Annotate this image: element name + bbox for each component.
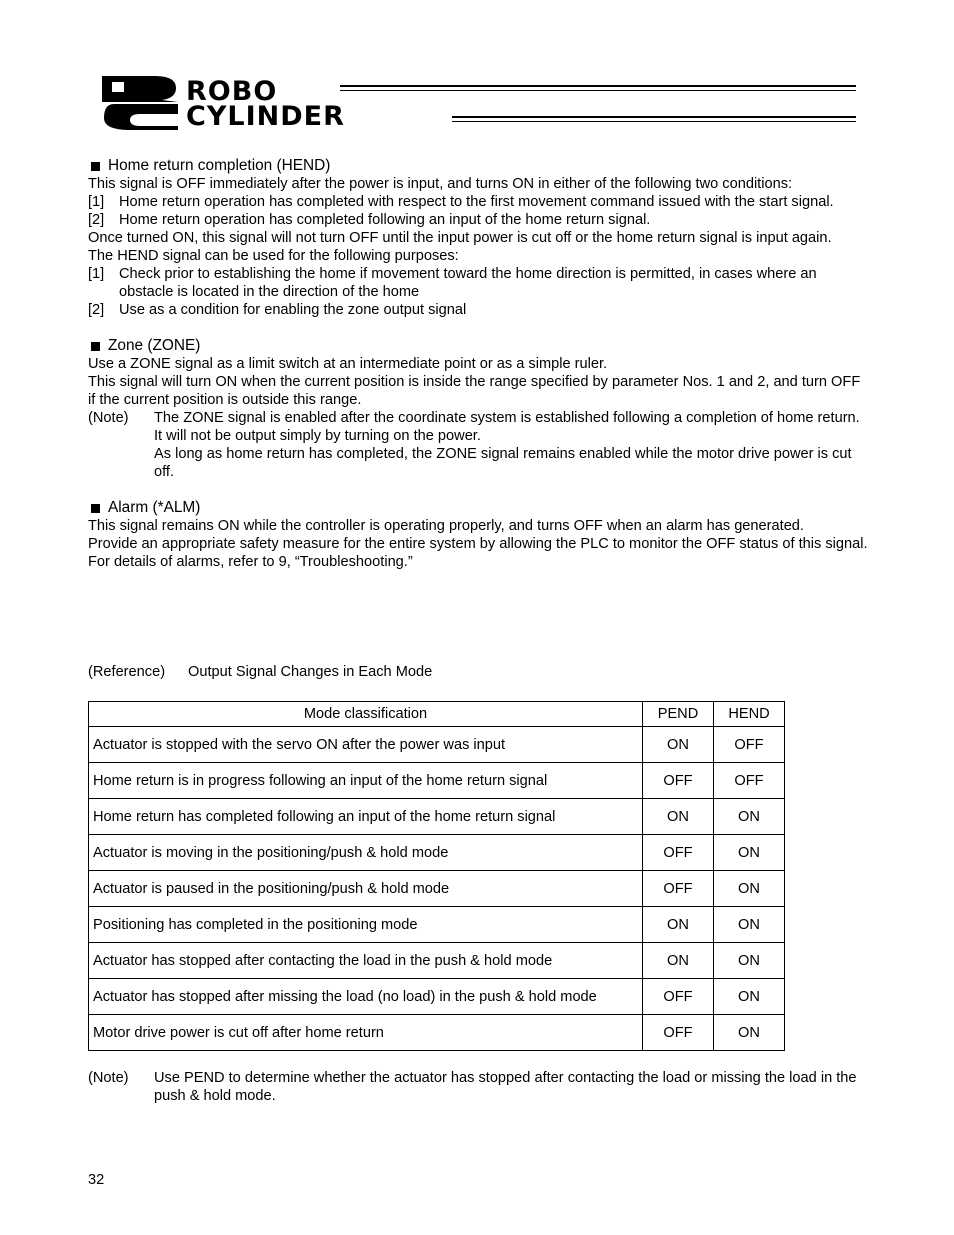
hend-intro: This signal is OFF immediately after the power is input, and turns ON in either of the following two conditions: xyxy=(88,176,793,192)
mode-cell: Home return has completed following an input of the home return signal xyxy=(89,799,643,835)
table-row xyxy=(89,727,785,763)
list-item: [1] Check prior to establishing the home if movement toward the home direction is permitted, in cases where an obstacle is located in the direction of the home xyxy=(88,266,817,300)
table-caption: (Reference) Output Signal Changes in Each Mode xyxy=(88,664,433,680)
section-heading-zone: Zone (ZONE) xyxy=(88,337,868,355)
mode-cell: Actuator is paused in the positioning/push & hold mode xyxy=(89,871,643,907)
square-bullet-icon xyxy=(91,342,100,351)
section-heading-alarm: Alarm (*ALM) xyxy=(88,499,868,517)
list-item: [2] Home return operation has completed following an input of the home return signal. xyxy=(88,212,651,228)
square-bullet-icon xyxy=(91,162,100,171)
hend-cell: OFF xyxy=(714,727,785,763)
zone-line2: This signal will turn ON when the current position is inside the range specified by parameter Nos. 1 and 2, and turn OFF if the current position is outside this range. xyxy=(88,374,861,408)
table-row xyxy=(89,763,785,799)
header-rule-bottom xyxy=(452,116,856,118)
hend-cell: ON xyxy=(714,871,785,907)
pend-cell: ON xyxy=(643,943,714,979)
rc-logo-icon xyxy=(100,74,180,130)
mode-cell: Actuator has stopped after missing the load (no load) in the push & hold mode xyxy=(89,979,643,1015)
alarm-line2: Provide an appropriate safety measure for the entire system by allowing the PLC to monitor the OFF status of this signal. xyxy=(88,536,868,552)
hend-cell: ON xyxy=(714,943,785,979)
hend-cell: ON xyxy=(714,835,785,871)
column-header: Mode classification xyxy=(89,702,643,727)
table-row xyxy=(89,979,785,1015)
pend-cell: ON xyxy=(643,727,714,763)
list-item: [2] Use as a condition for enabling the zone output signal xyxy=(88,302,467,318)
header-rule-bottom-thin xyxy=(452,121,856,122)
mode-cell: Actuator is stopped with the servo ON after the power was input xyxy=(89,727,643,763)
hend-cell: ON xyxy=(714,799,785,835)
mode-cell: Actuator is moving in the positioning/push & hold mode xyxy=(89,835,643,871)
column-header: HEND xyxy=(714,702,785,727)
alarm-line3: For details of alarms, refer to 9, “Troubleshooting.” xyxy=(88,554,413,570)
hend-purposes-intro: The HEND signal can be used for the following purposes: xyxy=(88,248,459,264)
mode-cell: Motor drive power is cut off after home return xyxy=(89,1015,643,1051)
table-note: (Note) Use PEND to determine whether the actuator has stopped after contacting the load or missing the load in the push & hold mode. xyxy=(88,1070,857,1104)
table-row xyxy=(89,799,785,835)
pend-cell: OFF xyxy=(643,871,714,907)
header-rule-top-thin xyxy=(340,90,856,91)
table-row xyxy=(89,943,785,979)
zone-note-1: The ZONE signal is enabled after the coordinate system is established following a completion of home return. It will not be output simply by turning on the power. xyxy=(154,410,860,444)
logo-word-robo: ROBO xyxy=(186,76,278,107)
zone-line1: Use a ZONE signal as a limit switch at an intermediate point or as a simple ruler. xyxy=(88,356,608,372)
hend-cell: ON xyxy=(714,979,785,1015)
mode-cell: Actuator has stopped after contacting the load in the push & hold mode xyxy=(89,943,643,979)
table-row xyxy=(89,907,785,943)
hend-cell: OFF xyxy=(714,763,785,799)
pend-cell: OFF xyxy=(643,763,714,799)
square-bullet-icon xyxy=(91,504,100,513)
pend-cell: OFF xyxy=(643,979,714,1015)
alarm-line1: This signal remains ON while the controller is operating properly, and turns OFF when an alarm has generated. xyxy=(88,518,804,534)
section-heading-hend: Home return completion (HEND) xyxy=(88,157,868,175)
table-header-row xyxy=(89,702,785,727)
zone-note-2: As long as home return has completed, the ZONE signal remains enabled while the motor drive power is cut off. xyxy=(154,446,852,480)
hend-cell: ON xyxy=(714,1015,785,1051)
pend-cell: OFF xyxy=(643,835,714,871)
table-row xyxy=(89,1015,785,1051)
pend-cell: OFF xyxy=(643,1015,714,1051)
mode-cell: Positioning has completed in the positioning mode xyxy=(89,907,643,943)
list-item: [1] Home return operation has completed with respect to the first movement command issued with the start signal. xyxy=(88,194,834,210)
output-signal-table xyxy=(88,701,785,1051)
logo-word-cylinder: CYLINDER xyxy=(186,101,345,132)
table-row xyxy=(89,871,785,907)
main-content xyxy=(88,157,868,571)
mode-cell: Home return is in progress following an input of the home return signal xyxy=(89,763,643,799)
hend-after: Once turned ON, this signal will not turn OFF until the input power is cut off or the home return signal is input again. xyxy=(88,230,832,246)
hend-cell: ON xyxy=(714,907,785,943)
table-row xyxy=(89,835,785,871)
robo-cylinder-logo xyxy=(100,74,860,134)
pend-cell: ON xyxy=(643,799,714,835)
zone-note: (Note) The ZONE signal is enabled after the coordinate system is established following a completion of home return. It will not be output simply by turning on the power. As long as home return has completed, the ZONE signal remains enabled while the motor drive power is cut off. xyxy=(88,409,868,481)
column-header: PEND xyxy=(643,702,714,727)
pend-cell: ON xyxy=(643,907,714,943)
header-rule-top xyxy=(340,85,856,87)
page-number: 32 xyxy=(88,1172,105,1188)
